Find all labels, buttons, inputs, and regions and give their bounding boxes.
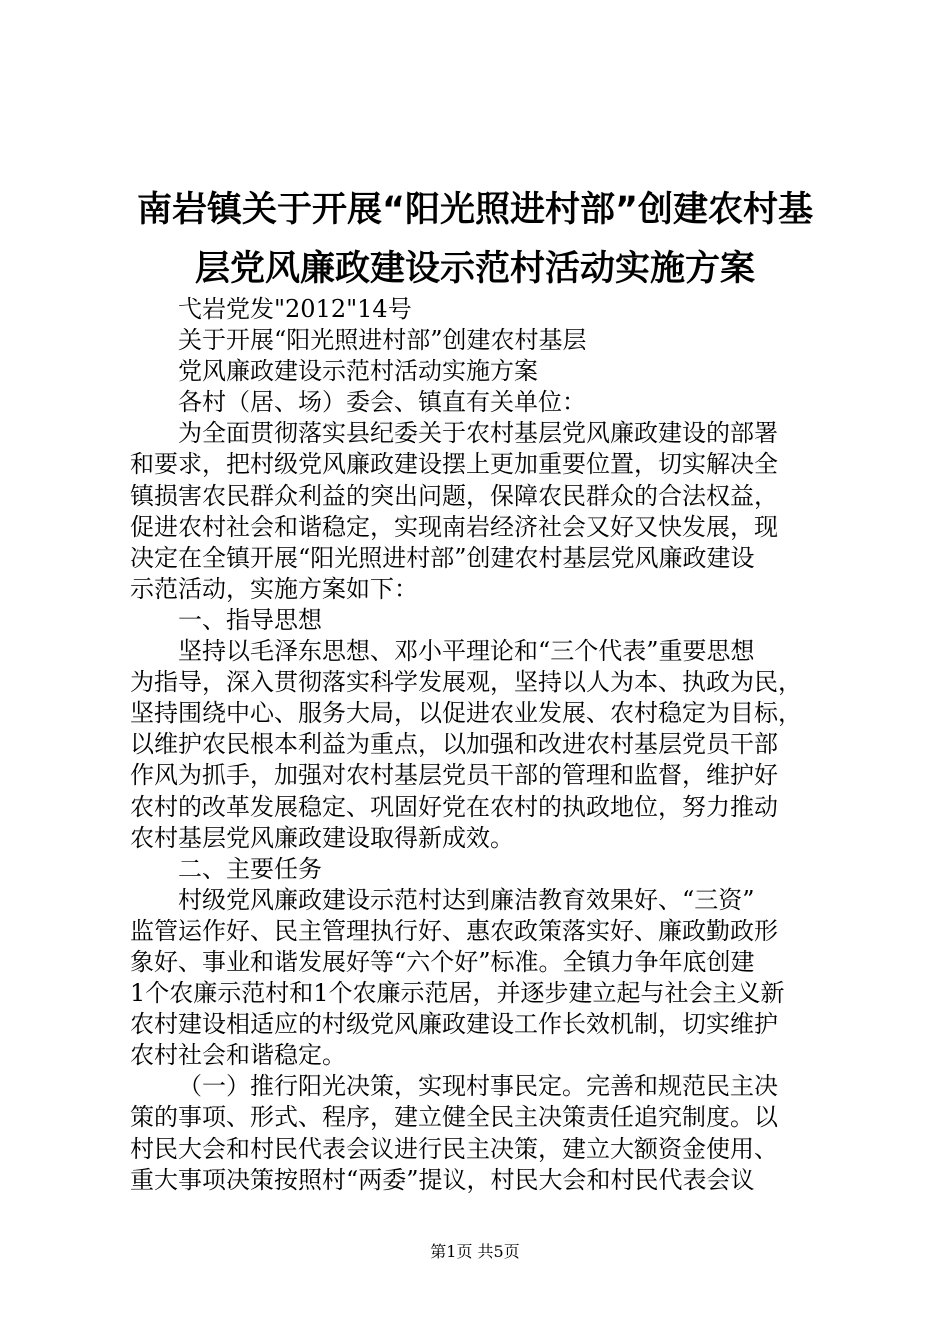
text-line: 党风廉政建设示范村活动实施方案 [178,357,538,386]
text-line: 为指导，深入贯彻落实科学发展观，坚持以人为本、执政为民， [130,668,802,697]
text-line: 村级党风廉政建设示范村达到廉洁教育效果好、“三资” [178,885,755,914]
text-line: 坚持围绕中心、服务大局，以促进农业发展、农村稳定为目标， [130,699,802,728]
text-line: 关于开展“阳光照进村部”创建农村基层 [178,326,587,355]
text-line: 农村社会和谐稳定。 [130,1041,346,1070]
page-footer: 第1页 共5页 [430,1242,520,1261]
text-line: 为全面贯彻落实县纪委关于农村基层党风廉政建设的部署 [178,419,778,448]
text-line: 决定在全镇开展“阳光照进村部”创建农村基层党风廉政建设 [130,543,755,572]
text-line: 1个农廉示范村和1个农廉示范居，并逐步建立起与社会主义新 [130,979,785,1008]
text-line: 弋岩党发"2012"14号 [178,295,412,323]
text-line: 二、主要任务 [178,854,322,883]
text-line: 各村（居、场）委会、镇直有关单位： [178,388,586,417]
text-line: 农村的改革发展稳定、巩固好党在农村的执政地位，努力推动 [130,792,778,821]
text-line: 村民大会和村民代表会议进行民主决策，建立大额资金使用、 [130,1134,778,1163]
text-line: 坚持以毛泽东思想、邓小平理论和“三个代表”重要思想 [178,637,755,666]
document-body [130,294,830,1196]
text-line: 农村基层党风廉政建设取得新成效。 [130,823,514,852]
text-line: （一）推行阳光决策，实现村事民定。完善和规范民主决 [178,1072,778,1101]
text-line: 作风为抓手，加强对农村基层党员干部的管理和监督，维护好 [130,761,778,790]
text-line: 农村建设相适应的村级党风廉政建设工作长效机制，切实维护 [130,1010,778,1039]
text-line: 策的事项、形式、程序，建立健全民主决策责任追究制度。以 [130,1103,778,1132]
document-title-line-1: 南岩镇关于开展“阳光照进村部”创建农村基 [136,190,813,230]
document-title-line-2: 层党风廉政建设示范村活动实施方案 [194,249,755,289]
text-line: 监管运作好、民主管理执行好、惠农政策落实好、廉政勤政形 [130,916,778,945]
text-line: 以维护农民根本利益为重点，以加强和改进农村基层党员干部 [130,730,778,759]
text-line: 示范活动，实施方案如下： [130,574,418,603]
text-line: 和要求，把村级党风廉政建设摆上更加重要位置，切实解决全 [130,450,778,479]
text-line: 重大事项决策按照村“两委”提议，村民大会和村民代表会议 [130,1165,755,1194]
text-line: 促进农村社会和谐稳定，实现南岩经济社会又好又快发展，现 [130,512,778,541]
text-line: 镇损害农民群众利益的突出问题，保障农民群众的合法权益， [130,481,778,510]
text-line: 象好、事业和谐发展好等“六个好”标准。全镇力争年底创建 [130,947,755,976]
text-line: 一、指导思想 [178,605,322,634]
